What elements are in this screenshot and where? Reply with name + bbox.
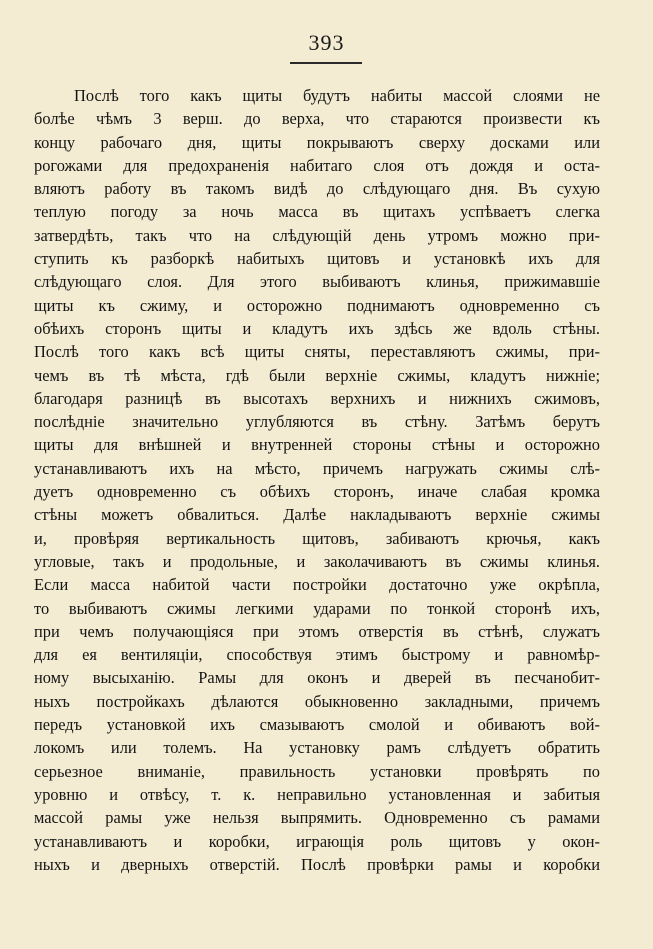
text-line: массой рамы уже нельзя выпрямить. Одновременно съ рамами	[34, 808, 600, 828]
text-line: теплую погоду за ночь масса въ щитахъ успѣваетъ слегка	[34, 202, 600, 222]
text-line: ному высыханію. Рамы для оконъ и дверей въ песчанобит-	[34, 668, 600, 688]
page-number: 393	[308, 30, 345, 55]
text-line: для ея вентиляціи, способствуя этимъ быстрому и равномѣр-	[34, 645, 600, 665]
text-line: уровню и отвѣсу, т. к. неправильно установленная и забитыя	[34, 784, 600, 804]
text-line: устанавливаютъ ихъ на мѣсто, причемъ нагружать сжимы слѣ-	[34, 458, 600, 478]
text-line: стѣны можетъ обвалиться. Далѣе накладываютъ верхніе сжимы	[34, 505, 600, 525]
text-line: дуетъ одновременно съ обѣихъ сторонъ, иначе слабая кромка	[34, 482, 600, 502]
text-line: благодаря разницѣ въ высотахъ верхнихъ и нижнихъ сжимовъ,	[34, 388, 600, 408]
text-line: устанавливаютъ и коробки, играющія роль щитовъ у окон-	[34, 831, 600, 851]
text-line: серьезное вниманіе, правильность установки провѣрять по	[34, 761, 600, 781]
text-line: и, провѣряя вертикальность щитовъ, забиваютъ крючья, какъ	[34, 528, 600, 548]
text-line: угловые, такъ и продольные, и заколачиваютъ въ сжимы клинья.	[34, 551, 600, 571]
text-line: слѣдующаго слоя. Для этого выбиваютъ клинья, прижимавшіе	[34, 272, 600, 292]
text-line: ныхъ и дверныхъ отверстій. Послѣ провѣрки рамы и коробки	[34, 854, 600, 874]
text-line: концу рабочаго дня, щиты покрываютъ сверху досками или	[34, 132, 600, 152]
text-line: щиты для внѣшней и внутренней стороны стѣны и осторожно	[34, 435, 600, 455]
text-line: Если масса набитой части постройки достаточно уже окрѣпла,	[34, 575, 600, 595]
text-line: ступить къ разборкѣ набитыхъ щитовъ и установкѣ ихъ для	[34, 249, 600, 269]
body-text	[34, 84, 600, 876]
text-line: Послѣ того какъ всѣ щиты сняты, переставляютъ сжимы, при-	[34, 342, 600, 362]
text-line: вляютъ работу въ такомъ видѣ до слѣдующаго дня. Въ сухую	[34, 179, 600, 199]
text-line: то выбиваютъ сжимы легкими ударами по тонкой сторонѣ ихъ,	[34, 598, 600, 618]
text-line: щиты къ сжиму, и осторожно поднимаютъ одновременно съ	[34, 295, 600, 315]
text-line: Послѣ того какъ щиты будутъ набиты массой слоями не	[74, 86, 600, 105]
text-line: затвердѣть, такъ что на слѣдующій день утромъ можно при-	[34, 225, 600, 245]
text-line: ныхъ постройкахъ дѣлаются обыкновенно закладными, причемъ	[34, 691, 600, 711]
text-line: рогожами для предохраненія набитаго слоя отъ дождя и оста-	[34, 155, 600, 175]
text-line: при чемъ получающіяся при этомъ отверстія въ стѣнѣ, служатъ	[34, 621, 600, 641]
text-line: обѣихъ сторонъ щиты и кладутъ ихъ здѣсь же вдоль стѣны.	[34, 318, 600, 338]
text-line: локомъ или толемъ. На установку рамъ слѣдуетъ обратить	[34, 738, 600, 758]
header-rule	[290, 62, 362, 64]
text-line: передъ установкой ихъ смазываютъ смолой и обиваютъ вой-	[34, 715, 600, 735]
text-line: послѣдніе значительно углубляются въ стѣну. Затѣмъ берутъ	[34, 412, 600, 432]
text-line: чемъ въ тѣ мѣста, гдѣ были верхніе сжимы, кладутъ нижніе;	[34, 365, 600, 385]
text-line: болѣе чѣмъ 3 верш. до верха, что стараются произвести къ	[34, 109, 600, 129]
